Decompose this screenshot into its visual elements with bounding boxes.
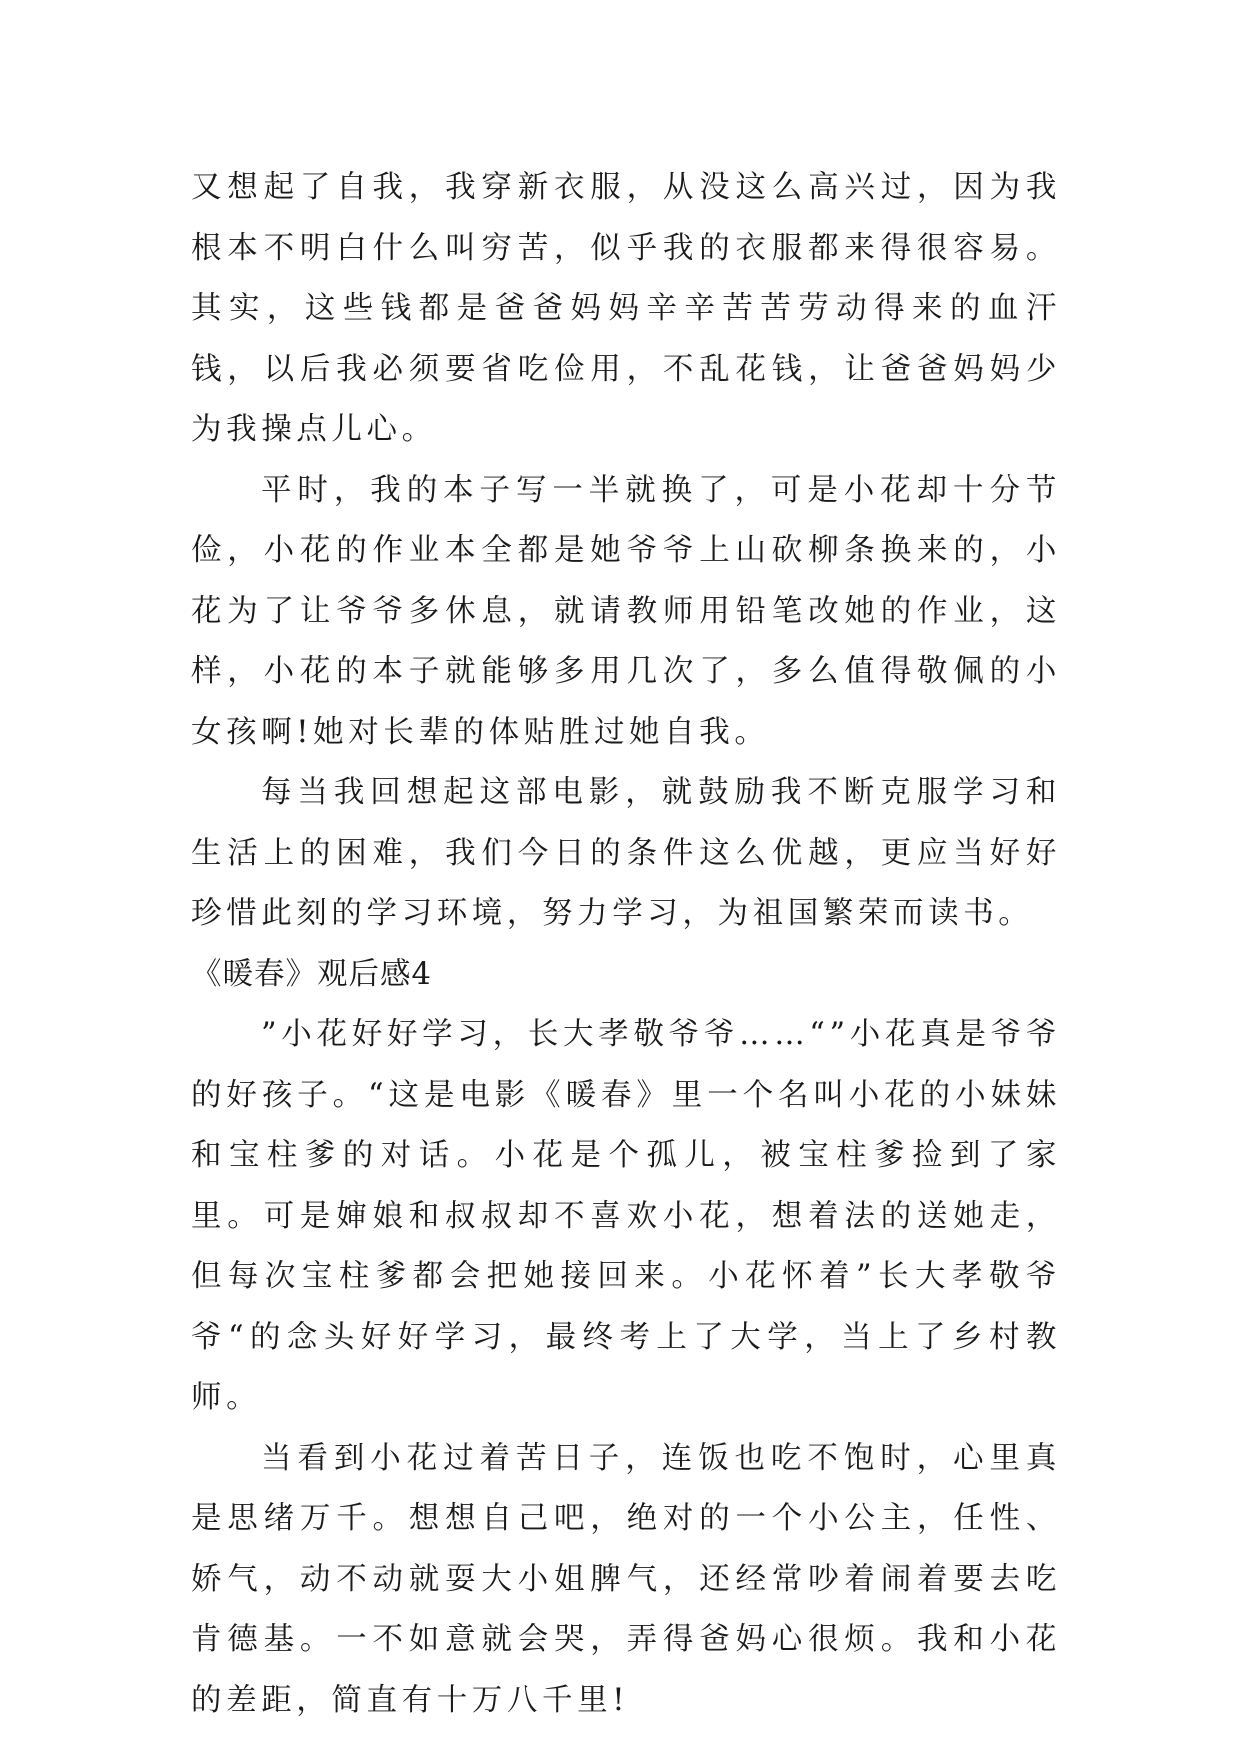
paragraph-notebook: 平时，我的本子写一半就换了，可是小花却十分节俭，小花的作业本全都是她爷爷上山砍柳条换来的，小花为了让爷爷多休息，就请教师用铅笔改她的作业，这样，小花的本子就能够多用几次了，多么值得敬佩的小女孩啊!她对长辈的体贴胜过她自我。 [191,472,1061,750]
paragraph-reflection: 每当我回想起这部电影，就鼓励我不断克服学习和生活上的困难，我们今日的条件这么优越，更应当好好珍惜此刻的学习环境，努力学习，为祖国繁荣而读书。 [191,775,1061,931]
paragraph-dialogue: ”小花好好学习，长大孝敬爷爷……“”小花真是爷爷的好孩子。“这是电影《暖春》里一个名叫小花的小妹妹和宝柱爹的对话。小花是个孤儿，被宝柱爹捡到了家里。可是婶娘和叔叔却不喜欢小花，想着法的送她走，但每次宝柱爹都会把她接回来。小花怀着”长大孝敬爷爷“的念头好好学习，最终考上了大学，当上了乡村教师。 [191,1017,1061,1415]
paragraph-comparison: 当看到小花过着苦日子，连饭也吃不饱时，心里真是思绪万千。想想自己吧，绝对的一个小公主，任性、娇气，动不动就耍大小姐脾气，还经常吵着闹着要去吃肯德基。一不如意就会哭，弄得爸妈心很烦。我和小花的差距，简直有十万八千里! [191,1440,1061,1718]
paragraph-continuation: 又想起了自我，我穿新衣服，从没这么高兴过，因为我根本不明白什么叫穷苦，似乎我的衣服都来得很容易。其实，这些钱都是爸爸妈妈辛辛苦苦劳动得来的血汗钱，以后我必须要省吃俭用，不乱花钱，让爸爸妈妈少为我操点儿心。 [191,170,1061,447]
document-body [191,158,1061,1731]
section-title: 《暖春》观后感4 [191,956,432,992]
